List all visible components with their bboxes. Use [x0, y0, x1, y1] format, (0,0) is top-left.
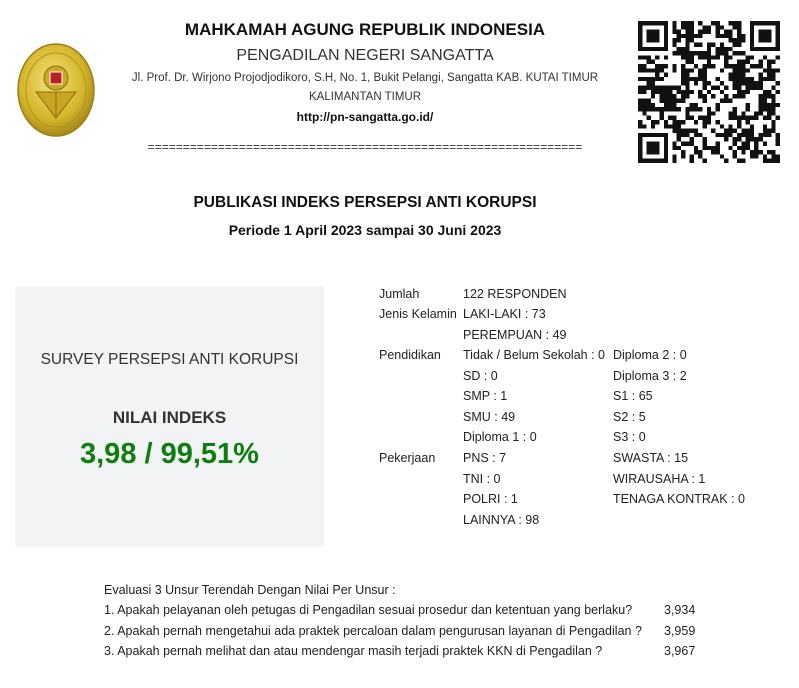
index-card [15, 286, 324, 547]
job-label: Pekerjaan [379, 451, 436, 465]
court-title: MAHKAMAH AGUNG REPUBLIK INDONESIA [184, 20, 546, 39]
job-item: PNS : 7 [463, 451, 507, 465]
education-item: Diploma 1 : 0 [463, 430, 537, 444]
job-item: TENAGA KONTRAK : 0 [613, 492, 745, 506]
evaluation-question: 3. Apakah pernah melihat dan atau mendengar masih terjadi praktek KKN di Pengadilan ? [104, 644, 603, 658]
evaluation-question: 1. Apakah pelayanan oleh petugas di Pengadilan sesuai prosedur dan ketentuan yang berlaku? [104, 603, 633, 617]
jumlah-label: Jumlah [379, 287, 420, 301]
evaluation-heading: Evaluasi 3 Unsur Terendah Dengan Nilai Per Unsur : [104, 583, 396, 597]
qr-code-icon [638, 20, 780, 164]
evaluation-question: 2. Apakah pernah mengetahui ada praktek percaloan dalam pengurusan layanan di Pengadilan ? [104, 624, 642, 638]
evaluation-score: 3,967 [664, 644, 696, 658]
job-item: TNI : 0 [463, 472, 501, 486]
job-item: POLRI : 1 [463, 492, 518, 506]
header-separator: ============================================================== [147, 140, 583, 154]
publication-title: PUBLIKASI INDEKS PERSEPSI ANTI KORUPSI [193, 194, 537, 211]
education-item: SD : 0 [463, 369, 498, 383]
gender-label: Jenis Kelamin [379, 307, 457, 321]
evaluation-score: 3,934 [664, 603, 696, 617]
evaluation-score: 3,959 [664, 624, 696, 638]
education-item: Diploma 2 : 0 [613, 348, 687, 362]
court-subtitle: PENGADILAN NEGERI SANGATTA [236, 47, 494, 64]
card-title: SURVEY PERSEPSI ANTI KORUPSI [40, 351, 299, 368]
job-item: WIRAUSAHA : 1 [613, 472, 706, 486]
card-label: NILAI INDEKS [112, 408, 227, 427]
education-item: SMP : 1 [463, 389, 508, 403]
job-item: LAINNYA : 98 [463, 513, 540, 527]
court-address: Jl. Prof. Dr. Wirjono Projodjodikoro, S.H, No. 1, Bukit Pelangi, Sangatta KAB. KUTAI TIMUR [131, 72, 599, 84]
education-item: S2 : 5 [613, 410, 646, 424]
education-item: S1 : 65 [613, 389, 653, 403]
court-emblem-icon [16, 42, 96, 138]
education-item: Diploma 3 : 2 [613, 369, 687, 383]
education-item: Tidak / Belum Sekolah : 0 [463, 348, 605, 362]
court-address-region: KALIMANTAN TIMUR [308, 91, 422, 103]
index-value: 3,98 / 99,51% [80, 438, 259, 470]
gender-male: LAKI-LAKI : 73 [463, 307, 546, 321]
gender-female: PEREMPUAN : 49 [463, 328, 567, 342]
publication-period: Periode 1 April 2023 sampai 30 Juni 2023 [228, 222, 502, 238]
education-item: S3 : 0 [613, 430, 646, 444]
education-label: Pendidikan [379, 348, 441, 362]
education-item: SMU : 49 [463, 410, 516, 424]
court-website-link[interactable]: http://pn-sangatta.go.id/ [296, 110, 434, 124]
jumlah-value: 122 RESPONDEN [463, 287, 567, 301]
job-item: SWASTA : 15 [613, 451, 689, 465]
